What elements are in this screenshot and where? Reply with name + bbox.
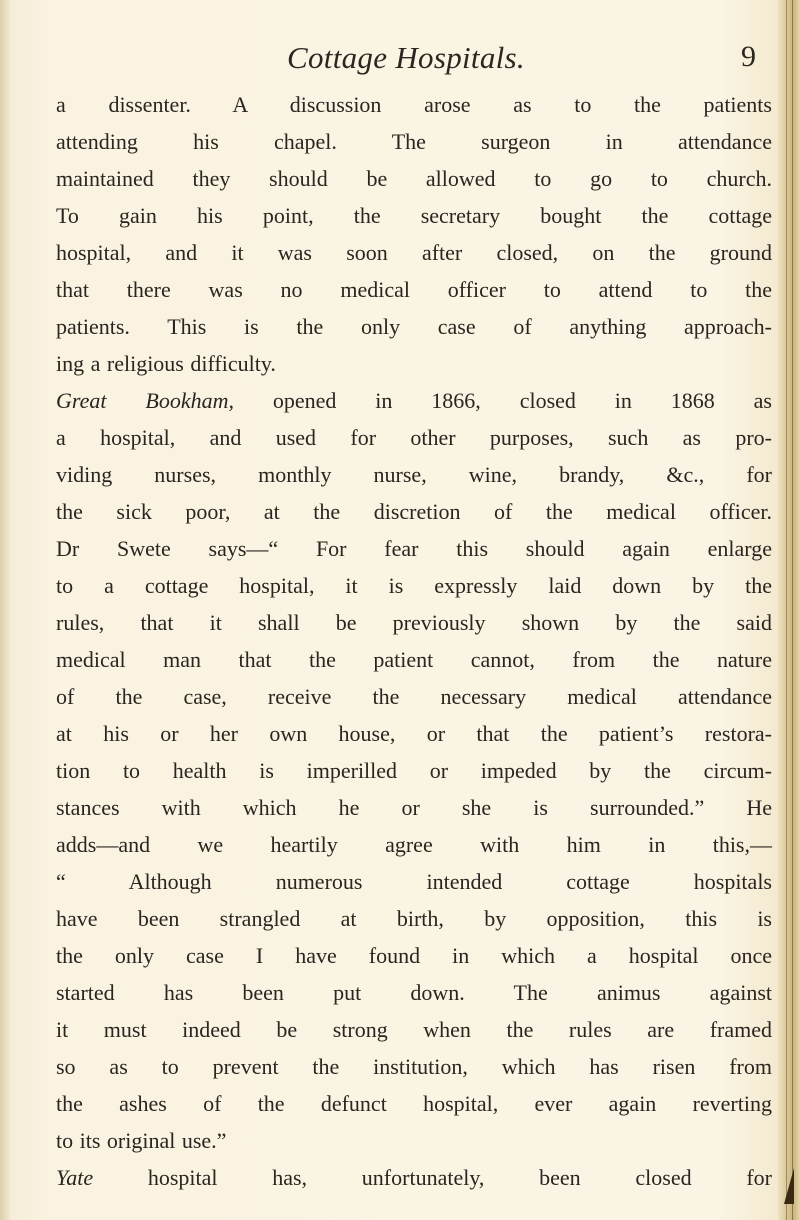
page-right-edge (778, 0, 800, 1220)
text-line: tion to health is imperilled or impeded by the circum- (56, 758, 772, 783)
text-line: it must indeed be strong when the rules are framed (56, 1017, 772, 1042)
text-line: of the case, receive the necessary medical attendance (56, 684, 772, 709)
text-line: medical man that the patient cannot, from the nature (56, 647, 772, 672)
page-number: 9 (741, 40, 756, 73)
text-line: attending his chapel. The surgeon in attendance (56, 129, 772, 154)
text-line: adds—and we heartily agree with him in this,— (56, 832, 772, 857)
text-line: maintained they should be allowed to go to church. (56, 166, 772, 191)
text-line: a dissenter. A discussion arose as to the patients (56, 92, 772, 117)
text-line: viding nurses, monthly nurse, wine, brandy, &c., for (56, 462, 772, 487)
text-line: to a cottage hospital, it is expressly laid down by the (56, 573, 772, 598)
text-line: the sick poor, at the discretion of the medical officer. (56, 499, 772, 524)
body-text (56, 86, 772, 1196)
text-line: at his or her own house, or that the patient’s restora- (56, 721, 772, 746)
text-line: To gain his point, the secretary bought the cottage (56, 203, 772, 228)
place-name-yate: Yate (56, 1165, 94, 1190)
text-line: “ Although numerous intended cottage hospitals (56, 869, 772, 894)
text-line: the ashes of the defunct hospital, ever again reverting (56, 1091, 772, 1116)
text-line: patients. This is the only case of anything approach- (56, 314, 772, 339)
text-line: the only case I have found in which a hospital once (56, 943, 772, 968)
text-line: Yate hospital has, unfortunately, been closed for (56, 1165, 772, 1190)
place-name-great-bookham: Great Bookham, (56, 388, 234, 413)
text-line: rules, that it shall be previously shown by the said (56, 610, 772, 635)
text-line: have been strangled at birth, by opposition, this is (56, 906, 772, 931)
text-line: so as to prevent the institution, which has risen from (56, 1054, 772, 1079)
text-line: stances with which he or she is surrounded.” He (56, 795, 772, 820)
text-line: ing a religious difficulty. (56, 351, 276, 376)
text-line: started has been put down. The animus against (56, 980, 772, 1005)
text-line: a hospital, and used for other purposes, such as pro- (56, 425, 772, 450)
text-line: to its original use.” (56, 1128, 227, 1153)
text-line: Great Bookham, opened in 1866, closed in 1868 as (56, 388, 772, 413)
corner-mark (784, 1168, 794, 1204)
running-title: Cottage Hospitals. (287, 40, 525, 75)
page-left-edge (0, 0, 10, 1220)
text-line: hospital, and it was soon after closed, on the ground (56, 240, 772, 265)
text-line: Dr Swete says—“ For fear this should again enlarge (56, 536, 772, 561)
page-header (56, 40, 756, 80)
text-line: that there was no medical officer to attend to the (56, 277, 772, 302)
